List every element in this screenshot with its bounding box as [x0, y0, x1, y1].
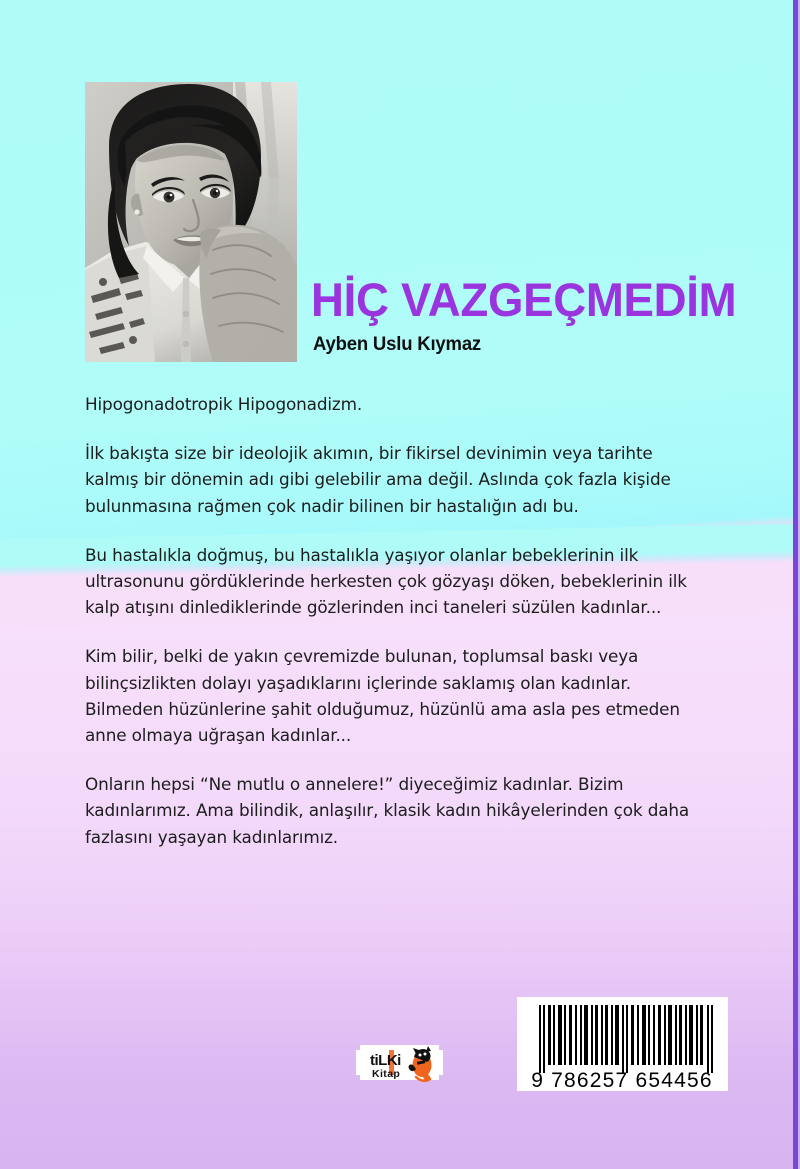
- isbn-digits: 9 786257 654456: [531, 1069, 713, 1091]
- author-name: Ayben Uslu Kıymaz: [313, 333, 482, 355]
- blurb-paragraph: Onların hepsi “Ne mutlu o annelere!” diyeceğimiz kadınlar. Bizim kadınlarımız. Ama bilindik, anlaşılır, klasik kadın hikâyelerinden çok daha fazlasını yaşayan kadınlarımız.: [85, 775, 690, 848]
- blurb-text: [85, 392, 717, 851]
- blurb-paragraph: Kim bilir, belki de yakın çevremizde bulunan, toplumsal baskı veya bilinçsizlikten dolayı yaşadıklarını içlerinde saklamış olan kadınlar. Bilmeden hüzünlerine şahit olduğumuz, hüzünlü ama asla pes etmeden anne olmaya uğraşan kadınlar...: [85, 647, 680, 747]
- isbn-barcode: [517, 997, 728, 1091]
- author-photo: [85, 82, 297, 362]
- publisher-logo: [356, 1041, 443, 1084]
- svg-text:tiLKi: tiLKi: [370, 1052, 401, 1069]
- blurb-paragraph: İlk bakışta size bir ideolojik akımın, bir fikirsel devinimin veya tarihte kalmış bir dönemin adı gibi gelebilir ama değil. Aslında çok fazla kişide bulunmasına rağmen çok nadir bilinen bir hastalığın adı bu.: [85, 444, 671, 517]
- title-block: [311, 273, 751, 356]
- blurb-paragraph: Hipogonadotropik Hipogonadizm.: [85, 395, 363, 415]
- blurb-paragraph: Bu hastalıkla doğmuş, bu hastalıkla yaşıyor olanlar bebeklerinin ilk ultrasonunu gördüklerinde herkesten çok gözyaşı döken, bebeklerinin ilk kalp atışını dinlediklerinde gözlerinden inci taneleri süzülen kadınlar...: [85, 545, 687, 619]
- svg-text:Kitap: Kitap: [372, 1068, 401, 1080]
- page-title: HİÇ VAZGEÇMEDİM: [311, 273, 737, 326]
